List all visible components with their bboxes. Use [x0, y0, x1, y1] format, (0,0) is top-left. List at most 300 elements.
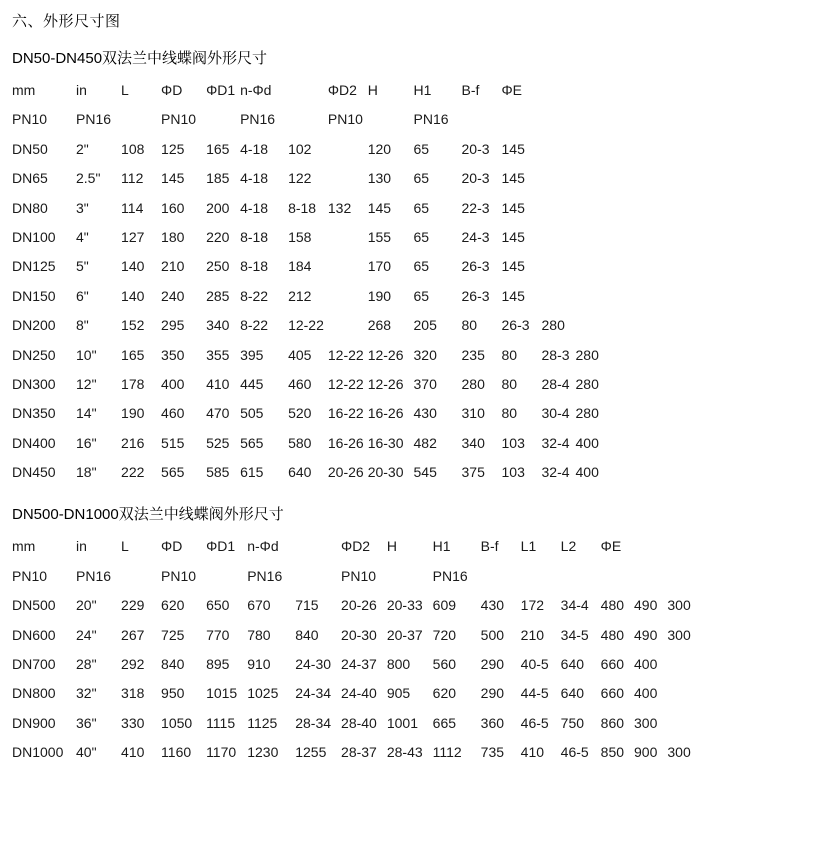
cell: 660 [600, 685, 625, 702]
subheader-cell [576, 105, 603, 134]
cell: 65 [413, 258, 430, 275]
cell: 580 [288, 434, 312, 451]
cell: DN600 [12, 626, 56, 643]
cell: 480 [600, 597, 625, 614]
cell [576, 194, 603, 223]
header-cell: ΦD [161, 538, 183, 555]
cell: 6" [76, 287, 89, 304]
cell: 229 [121, 597, 145, 614]
cell: 520 [288, 405, 312, 422]
cell: 900 [634, 744, 658, 761]
cell: 114 [121, 199, 144, 216]
cell: 2" [76, 140, 89, 157]
cell: 102 [288, 140, 312, 157]
subheader-cell [288, 105, 328, 134]
cell: 1015 [206, 685, 238, 702]
cell: 14" [76, 405, 97, 422]
cell: 860 [600, 714, 625, 731]
cell: DN1000 [12, 744, 64, 761]
cell: 28-43 [386, 744, 423, 761]
subheader-cell [368, 105, 414, 134]
cell: 280 [575, 405, 599, 422]
cell: 1170 [206, 744, 237, 761]
cell: DN150 [12, 287, 56, 304]
cell: 292 [121, 656, 145, 673]
cell: 400 [634, 656, 658, 673]
cell: 140 [121, 287, 145, 304]
cell: 24-40 [341, 685, 377, 702]
cell: 8-22 [240, 317, 269, 334]
cell: 660 [600, 656, 625, 673]
table-1-caption: DN50-DN450双法兰中线蝶阀外形尺寸 [12, 50, 268, 67]
cell: 460 [161, 405, 185, 422]
cell: 320 [413, 346, 437, 363]
cell: 32" [76, 685, 97, 702]
header-cell: L [121, 538, 129, 555]
cell: 4-18 [240, 170, 269, 187]
header-cell: in [76, 82, 87, 98]
cell: 285 [206, 287, 230, 304]
table-row [12, 194, 603, 223]
cell: 20-3 [461, 170, 490, 187]
cell: 80 [501, 405, 518, 422]
cell: 565 [240, 434, 264, 451]
cell [328, 164, 368, 193]
cell: 395 [240, 346, 264, 363]
cell: 290 [480, 656, 505, 673]
cell: 205 [413, 317, 437, 334]
cell: 12-22 [327, 346, 364, 363]
cell: 24-3 [461, 228, 490, 245]
cell: 120 [367, 140, 392, 157]
cell: 1050 [161, 714, 193, 731]
cell: 165 [206, 140, 230, 157]
table-row [12, 738, 695, 767]
cell: 8-18 [240, 228, 269, 245]
cell: 500 [480, 626, 505, 643]
cell: 16-26 [327, 434, 364, 451]
cell: 32-4 [541, 464, 570, 481]
cell: 34-5 [560, 626, 589, 643]
cell: 24" [76, 626, 97, 643]
cell: DN700 [12, 656, 56, 673]
cell: 155 [367, 228, 392, 245]
table-row [12, 709, 695, 738]
cell [667, 679, 694, 708]
cell: 26-3 [461, 287, 490, 304]
cell: DN500 [12, 597, 56, 614]
cell: 400 [634, 685, 658, 702]
cell [542, 194, 576, 223]
cell: 20-37 [386, 626, 423, 643]
cell: 1001 [386, 714, 418, 731]
cell: 615 [240, 464, 264, 481]
cell: 895 [206, 656, 230, 673]
cell: 340 [206, 317, 230, 334]
subheader-cell: PN10 [161, 111, 197, 128]
cell: 650 [206, 597, 230, 614]
cell: 300 [634, 714, 658, 731]
cell: 1025 [247, 685, 279, 702]
cell: 24-37 [341, 656, 377, 673]
document-page [0, 10, 837, 852]
cell: 235 [461, 346, 485, 363]
table-subheader-row [12, 105, 603, 134]
cell: 280 [461, 375, 485, 392]
cell [328, 311, 368, 340]
cell: 18" [76, 464, 97, 481]
subheader-cell: PN16 [413, 111, 449, 128]
cell: 40-5 [520, 656, 549, 673]
cell: 240 [161, 287, 185, 304]
cell: 103 [501, 434, 525, 451]
cell: DN450 [12, 464, 56, 481]
cell [576, 135, 603, 164]
cell: 152 [121, 317, 145, 334]
cell [542, 252, 576, 281]
cell: 1115 [206, 714, 236, 731]
cell: 640 [560, 685, 585, 702]
cell: 640 [288, 464, 312, 481]
header-cell: L [121, 82, 129, 98]
cell: 20-30 [341, 626, 377, 643]
subheader-cell [462, 105, 502, 134]
cell: 80 [501, 346, 518, 363]
cell: 480 [600, 626, 625, 643]
cell: DN900 [12, 714, 56, 731]
cell: 46-5 [560, 744, 589, 761]
cell: 1160 [161, 744, 192, 761]
cell [542, 164, 576, 193]
cell: DN300 [12, 375, 56, 392]
cell: 525 [206, 434, 230, 451]
cell: 2.5" [76, 170, 101, 187]
cell: 145 [501, 140, 525, 157]
cell [328, 252, 368, 281]
cell: 400 [575, 464, 599, 481]
cell: 1112 [432, 744, 462, 761]
cell [542, 282, 576, 311]
cell: 212 [288, 287, 312, 304]
table-row [12, 282, 603, 311]
header-cell: H1 [432, 538, 451, 555]
cell: 178 [121, 375, 145, 392]
cell: 1125 [247, 714, 278, 731]
cell [576, 282, 603, 311]
cell: 665 [432, 714, 457, 731]
cell: 410 [121, 744, 145, 761]
cell: 20-33 [386, 597, 423, 614]
cell: 905 [386, 685, 411, 702]
cell: 65 [413, 287, 430, 304]
cell: 32-4 [541, 434, 570, 451]
subheader-cell: PN10 [12, 111, 48, 128]
cell: 715 [295, 597, 319, 614]
header-cell: ΦE [600, 538, 622, 555]
cell: 620 [432, 685, 457, 702]
table-row [12, 252, 603, 281]
cell: 103 [501, 464, 525, 481]
subheader-cell: PN16 [76, 111, 112, 128]
cell: DN125 [12, 258, 56, 275]
dimensions-table-1 [12, 76, 603, 487]
cell: 12-22 [288, 317, 324, 334]
cell: 585 [206, 464, 230, 481]
cell: 172 [520, 597, 545, 614]
cell: 12-26 [367, 346, 404, 363]
table-row [12, 311, 603, 340]
table-row [12, 591, 695, 620]
cell: 560 [432, 656, 457, 673]
cell: 280 [575, 375, 599, 392]
cell: 770 [206, 626, 230, 643]
subheader-cell [121, 105, 161, 134]
cell [576, 252, 603, 281]
cell: 290 [480, 685, 505, 702]
cell: 400 [161, 375, 185, 392]
table-row [12, 650, 695, 679]
subheader-cell [601, 562, 634, 591]
cell: 34-4 [560, 597, 589, 614]
cell: 360 [480, 714, 505, 731]
subheader-cell [542, 105, 576, 134]
cell: 145 [367, 199, 392, 216]
cell: 609 [432, 597, 457, 614]
subheader-cell: PN10 [161, 567, 197, 584]
subheader-cell: PN10 [12, 567, 48, 584]
cell: 280 [541, 317, 565, 334]
cell: 445 [240, 375, 264, 392]
cell: 190 [121, 405, 145, 422]
cell: 26-3 [461, 258, 490, 275]
cell: 180 [161, 228, 185, 245]
cell [667, 709, 694, 738]
cell: 1255 [295, 744, 327, 761]
header-cell: mm [12, 82, 36, 98]
cell: DN250 [12, 346, 56, 363]
cell: 8-18 [288, 199, 317, 216]
subheader-cell [481, 562, 521, 591]
subheader-cell: PN10 [341, 567, 377, 584]
cell: 750 [560, 714, 585, 731]
header-cell: ΦD1 [206, 538, 236, 555]
cell: 482 [413, 434, 437, 451]
header-cell: H [386, 538, 397, 555]
cell: 184 [288, 258, 312, 275]
table-row [12, 135, 603, 164]
cell: 28" [76, 656, 97, 673]
header-cell: L1 [520, 538, 537, 555]
cell [328, 223, 368, 252]
subheader-cell: PN16 [76, 567, 112, 584]
dimensions-table-2 [12, 532, 695, 767]
cell: 222 [121, 464, 145, 481]
cell: 430 [480, 597, 505, 614]
header-cell: ΦD2 [341, 538, 371, 555]
cell: 65 [413, 199, 430, 216]
table-2-caption: DN500-DN1000双法兰中线蝶阀外形尺寸 [12, 506, 284, 524]
cell: 640 [560, 656, 585, 673]
cell: 268 [367, 317, 392, 334]
header-cell: L2 [560, 538, 577, 555]
cell [328, 135, 368, 164]
cell: 8-18 [240, 258, 269, 275]
table-row [12, 621, 695, 650]
cell: 318 [121, 685, 145, 702]
table-row [12, 370, 603, 399]
cell: 28-40 [341, 714, 377, 731]
cell: 430 [413, 405, 437, 422]
header-cell [576, 76, 603, 105]
cell: 80 [461, 317, 478, 334]
cell: 145 [501, 170, 525, 187]
cell: 800 [386, 656, 411, 673]
cell: 8" [76, 317, 89, 334]
cell [576, 164, 603, 193]
cell: 16-26 [367, 405, 404, 422]
subheader-cell [121, 562, 161, 591]
cell: 370 [413, 375, 437, 392]
cell: 20-26 [341, 597, 377, 614]
cell: 545 [413, 464, 437, 481]
table-row [12, 341, 603, 370]
cell: 295 [161, 317, 185, 334]
cell: 12-26 [367, 375, 404, 392]
cell: 330 [121, 714, 145, 731]
cell: 20" [76, 597, 97, 614]
cell [576, 311, 603, 340]
cell: 355 [206, 346, 230, 363]
cell: 28-3 [541, 346, 570, 363]
cell: 210 [520, 626, 545, 643]
cell: DN100 [12, 228, 56, 245]
cell: 158 [288, 228, 312, 245]
cell: 410 [206, 375, 230, 392]
cell: 145 [501, 199, 525, 216]
cell: 65 [413, 228, 430, 245]
cell: 950 [161, 685, 185, 702]
cell: 300 [667, 744, 691, 761]
cell: 108 [121, 140, 145, 157]
cell: 125 [161, 140, 185, 157]
header-cell: n-Φd [240, 82, 272, 98]
cell: 127 [121, 228, 145, 245]
cell [328, 282, 368, 311]
header-cell: B-f [480, 538, 499, 555]
cell: 24-30 [295, 656, 332, 673]
cell: 565 [161, 464, 185, 481]
table-row [12, 679, 695, 708]
cell: 12-22 [327, 375, 364, 392]
subheader-cell [561, 562, 601, 591]
subheader-cell [206, 562, 247, 591]
table-header-row [12, 532, 695, 561]
subheader-cell: PN16 [240, 111, 276, 128]
cell: 8-22 [240, 287, 269, 304]
cell: 12" [76, 375, 97, 392]
header-cell: ΦE [501, 82, 523, 98]
cell: 44-5 [520, 685, 549, 702]
header-cell: H [367, 82, 378, 98]
cell: 185 [206, 170, 230, 187]
cell: 46-5 [520, 714, 549, 731]
subheader-cell [295, 562, 341, 591]
cell: 375 [461, 464, 485, 481]
cell: DN65 [12, 170, 48, 187]
cell: 5" [76, 258, 89, 275]
cell: 725 [161, 626, 185, 643]
cell: 490 [634, 597, 658, 614]
cell: 910 [247, 656, 271, 673]
cell: 20-30 [367, 464, 404, 481]
header-cell: mm [12, 538, 36, 555]
cell [542, 135, 576, 164]
cell: 65 [413, 140, 430, 157]
table-row [12, 223, 603, 252]
cell: 267 [121, 626, 145, 643]
cell: 122 [288, 170, 312, 187]
cell: 310 [461, 405, 485, 422]
cell: DN50 [12, 140, 48, 157]
cell: 65 [413, 170, 430, 187]
cell: 410 [520, 744, 545, 761]
cell: 620 [161, 597, 185, 614]
cell: 400 [575, 434, 599, 451]
header-cell: B-f [461, 82, 480, 98]
header-cell [295, 532, 341, 561]
cell: 216 [121, 434, 145, 451]
cell: 20-26 [327, 464, 364, 481]
cell: 850 [600, 744, 625, 761]
cell: 250 [206, 258, 230, 275]
subheader-cell: PN16 [432, 567, 468, 584]
cell: 40" [76, 744, 97, 761]
cell: DN350 [12, 405, 56, 422]
page-title: 六、外形尺寸图 [12, 13, 121, 30]
cell: 26-3 [501, 317, 530, 334]
cell: 170 [367, 258, 392, 275]
cell: 145 [501, 258, 525, 275]
cell: 200 [206, 199, 230, 216]
cell: 405 [288, 346, 312, 363]
table-row [12, 399, 603, 428]
cell: 515 [161, 434, 185, 451]
header-cell [542, 76, 576, 105]
cell: 280 [575, 346, 599, 363]
cell [542, 223, 576, 252]
cell: 210 [161, 258, 185, 275]
cell: 145 [161, 170, 185, 187]
cell [667, 650, 694, 679]
cell: 28-4 [541, 375, 570, 392]
cell: 20-3 [461, 140, 490, 157]
cell: 145 [501, 228, 525, 245]
cell: 112 [121, 170, 144, 187]
header-cell: n-Φd [247, 538, 279, 555]
subheader-cell [502, 105, 542, 134]
cell: 30-4 [541, 405, 570, 422]
cell: 3" [76, 199, 89, 216]
table-row [12, 429, 603, 458]
subheader-cell [387, 562, 433, 591]
cell: 670 [247, 597, 271, 614]
cell: 22-3 [461, 199, 490, 216]
cell: 16-30 [367, 434, 404, 451]
header-cell: ΦD [161, 82, 183, 98]
table-header-row [12, 76, 603, 105]
cell: 490 [634, 626, 658, 643]
cell: 340 [461, 434, 485, 451]
